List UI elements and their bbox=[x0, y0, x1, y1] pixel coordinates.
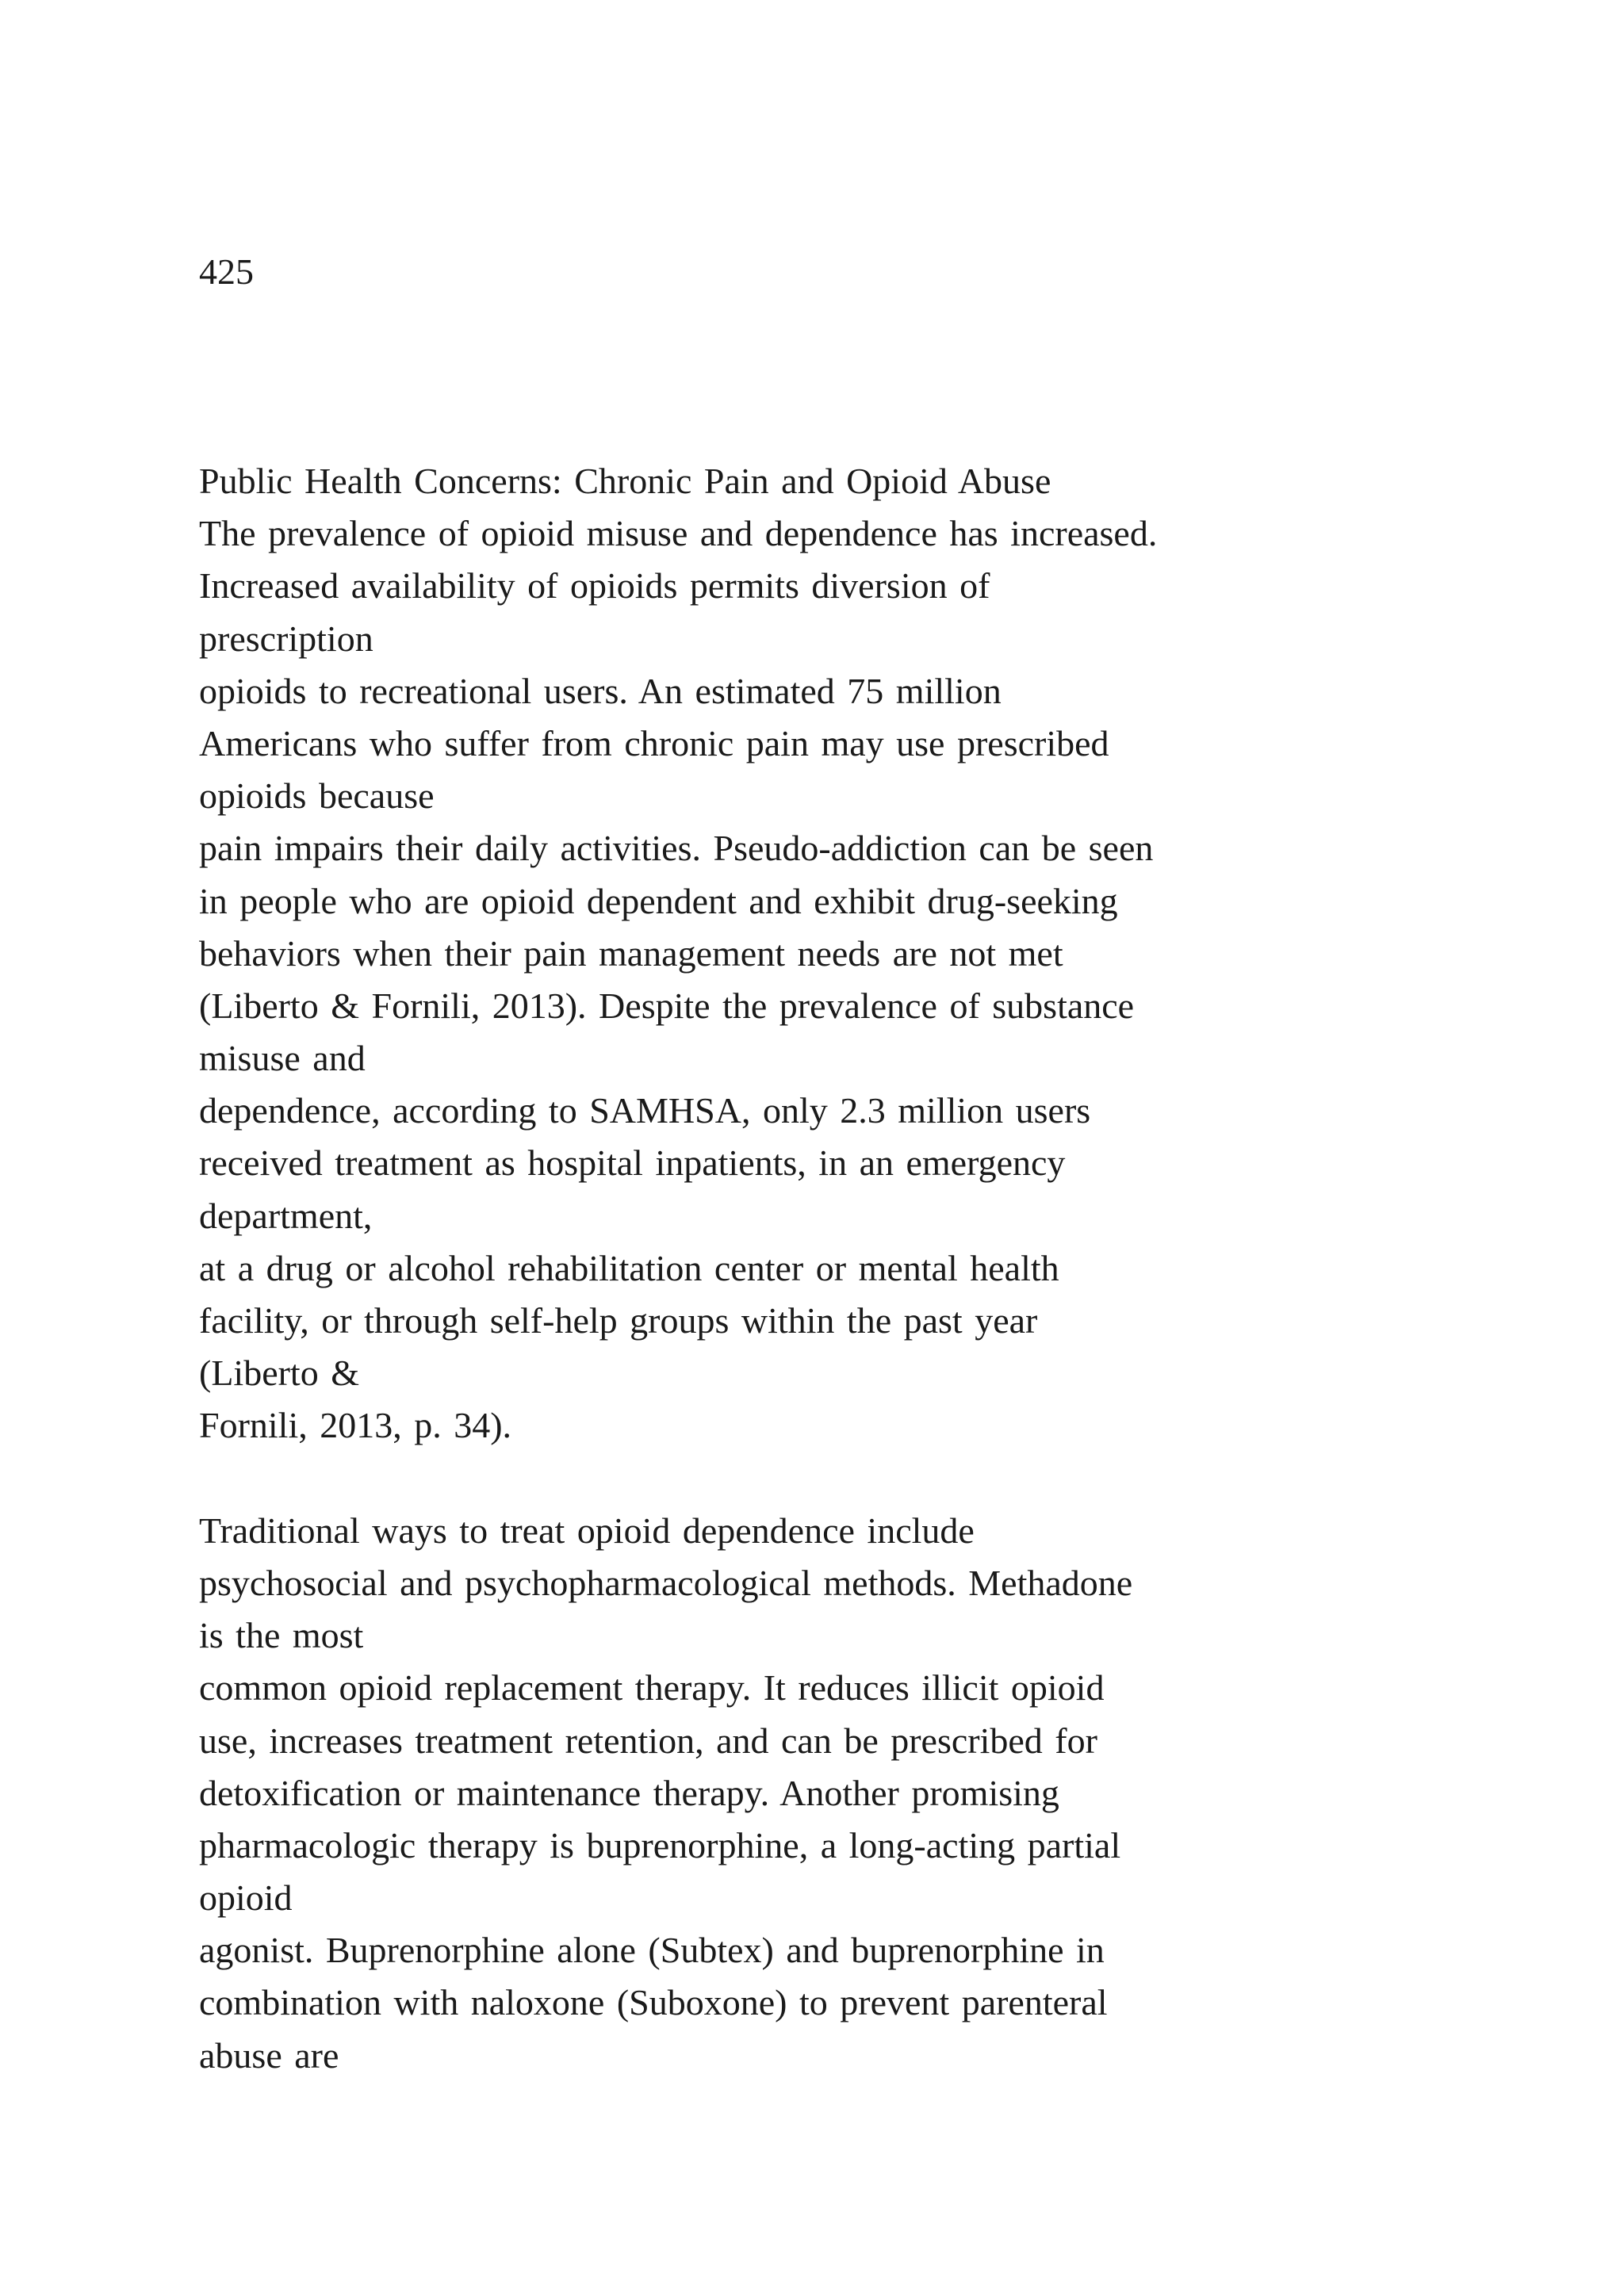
text-line: pain impairs their daily activities. Pseudo-addiction can be seen bbox=[199, 828, 1154, 869]
text-line: dependence, according to SAMHSA, only 2.3 million users bbox=[199, 1090, 1091, 1131]
paragraph-1 bbox=[199, 507, 1547, 1452]
text-line: at a drug or alcohol rehabilitation center or mental health bbox=[199, 1247, 1059, 1288]
text-line: pharmacologic therapy is buprenorphine, a long-acting partial bbox=[199, 1824, 1121, 1866]
text-line: department, bbox=[199, 1195, 373, 1236]
text-line: Fornili, 2013, p. 34). bbox=[199, 1405, 512, 1446]
text-line: (Liberto & bbox=[199, 1353, 359, 1394]
text-line: prescription bbox=[199, 618, 373, 659]
text-line: detoxification or maintenance therapy. Another promising bbox=[199, 1772, 1059, 1813]
paragraph-spacer bbox=[199, 1452, 1547, 1505]
text-line: behaviors when their pain management needs are not met bbox=[199, 932, 1063, 974]
text-line: The prevalence of opioid misuse and dependence has increased. bbox=[199, 513, 1158, 554]
text-line: misuse and bbox=[199, 1038, 366, 1079]
text-line: (Liberto & Fornili, 2013). Despite the prevalence of substance bbox=[199, 985, 1135, 1026]
text-line: use, increases treatment retention, and can be prescribed for bbox=[199, 1720, 1097, 1761]
text-line: combination with naloxone (Suboxone) to prevent parenteral bbox=[199, 1982, 1108, 2023]
page-number: 425 bbox=[199, 251, 254, 292]
text-line: abuse are bbox=[199, 2034, 339, 2076]
text-line: received treatment as hospital inpatients, in an emergency bbox=[199, 1142, 1066, 1184]
text-line: opioids to recreational users. An estimated 75 million bbox=[199, 670, 1002, 711]
text-line: common opioid replacement therapy. It reduces illicit opioid bbox=[199, 1667, 1105, 1709]
section-heading: Public Health Concerns: Chronic Pain and Opioid Abuse bbox=[199, 461, 1051, 501]
text-line: Increased availability of opioids permits diversion of bbox=[199, 565, 990, 607]
text-line: Americans who suffer from chronic pain may use prescribed bbox=[199, 722, 1109, 763]
paragraph-2 bbox=[199, 1505, 1547, 2082]
text-line: psychosocial and psychopharmacological methods. Methadone bbox=[199, 1562, 1133, 1603]
text-line: opioids because bbox=[199, 775, 435, 817]
text-line: is the most bbox=[199, 1615, 364, 1656]
page-body bbox=[199, 455, 1547, 2082]
text-line: agonist. Buprenorphine alone (Subtex) and buprenorphine in bbox=[199, 1930, 1105, 1971]
text-line: opioid bbox=[199, 1877, 293, 1919]
text-line: Traditional ways to treat opioid dependence include bbox=[199, 1510, 975, 1551]
text-line: in people who are opioid dependent and exhibit drug-seeking bbox=[199, 880, 1118, 921]
text-line: facility, or through self-help groups within the past year bbox=[199, 1300, 1038, 1341]
